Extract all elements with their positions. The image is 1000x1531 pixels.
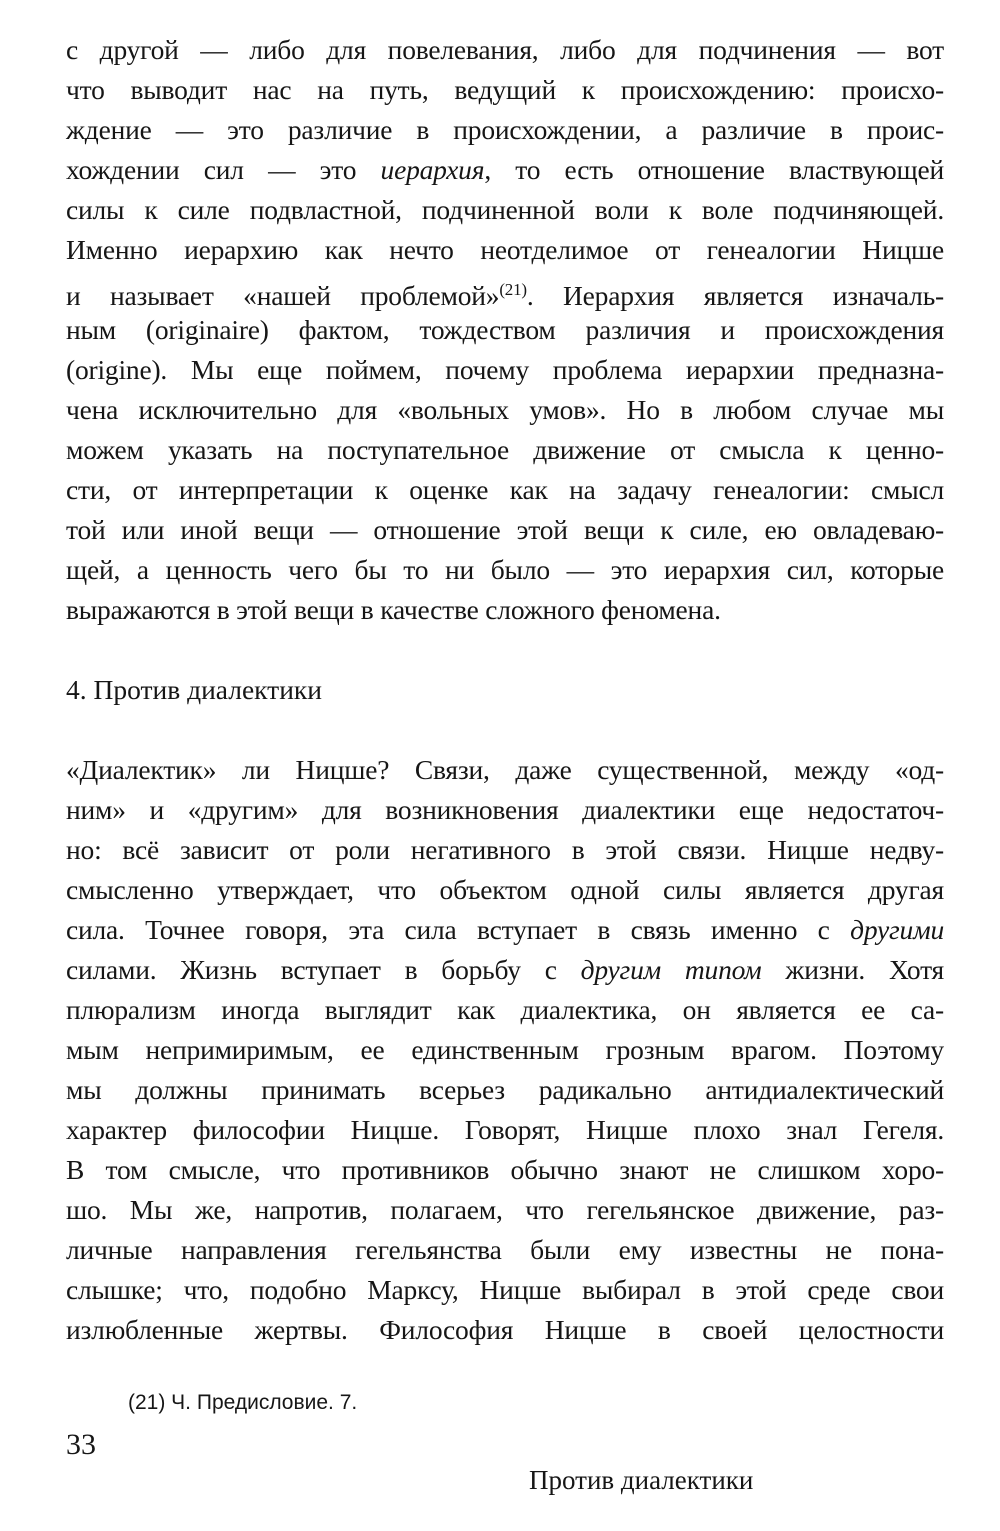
text-line: сти, от интерпретации к оценке как на задачу генеалогии: смысл (66, 474, 944, 505)
emphasis-other-type: другим типом (580, 954, 762, 985)
text-line: ним» и «другим» для возникновения диалектики еще недостаточ- (66, 794, 944, 825)
footnote-reference[interactable]: (21) (499, 280, 527, 299)
text-line: смысленно утверждает, что объектом одной силы является другая (66, 874, 944, 905)
footnote: (21) Ч. Предисловие. 7. (128, 1391, 358, 1414)
text-line: мы должны принимать всерьез радикально антидиалектический (66, 1074, 944, 1105)
text-line: плюрализм иногда выглядит как диалектика, он является ее са- (66, 994, 944, 1025)
text-segment: хождении сил — это (66, 154, 381, 185)
text-segment: жизни. Хотя (761, 954, 945, 985)
text-line: слышке; что, подобно Марксу, Ницше выбирал в этой среде свои (66, 1274, 944, 1305)
emphasis-others: другими (850, 914, 944, 945)
text-segment: сила. Точнее говоря, эта сила вступает в связь именно с (66, 914, 851, 945)
section-heading: 4. Против диалектики (66, 674, 322, 705)
text-line: щей, а ценность чего бы то ни было — это иерархия сил, которые (66, 554, 944, 585)
text-line: излюбленные жертвы. Философия Ницше в своей целостности (66, 1314, 944, 1345)
text-line: можем указать на поступательное движение от смысла к ценно- (66, 434, 944, 465)
emphasis-hierarchy: иерархия (380, 154, 485, 185)
running-footer: Против диалектики (529, 1465, 754, 1495)
text-line: ным (originaire) фактом, тождеством различия и происхождения (66, 314, 944, 345)
text-line (66, 150, 944, 190)
text-line: ждение — это различие в происхождении, а различие в проис- (66, 114, 944, 145)
text-segment: , то есть отношение властвующей (484, 154, 944, 185)
text-line: чена исключительно для «вольных умов». Но в любом случае мы (66, 394, 944, 425)
text-segment: и называет «нашей проблемой» (66, 280, 500, 312)
text-line: мым непримиримым, ее единственным грозным врагом. Поэтому (66, 1034, 944, 1065)
text-line: но: всё зависит от роли негативного в этой связи. Ницше недву- (66, 834, 944, 865)
text-line: шо. Мы же, напротив, полагаем, что гегельянское движение, раз- (66, 1194, 944, 1225)
text-line: личные направления гегельянства были ему известны не пона- (66, 1234, 944, 1265)
text-line: силы к силе подвластной, подчиненной воли к воле подчиняющей. (66, 194, 944, 225)
text-line: В том смысле, что противников обычно знают не слишком хоро- (66, 1154, 944, 1185)
text-line (66, 950, 944, 990)
text-line: Именно иерархию как нечто неотделимое от генеалогии Ницше (66, 234, 944, 265)
page-number: 33 (66, 1428, 96, 1461)
text-line: «Диалектик» ли Ницше? Связи, даже существенной, между «од- (66, 754, 944, 785)
text-line: выражаются в этой вещи в качестве сложного феномена. (66, 594, 721, 625)
text-segment: . Иерархия является изначаль- (526, 280, 944, 312)
text-line (66, 910, 944, 950)
text-line: с другой — либо для повелевания, либо для подчинения — вот (66, 34, 944, 65)
text-line: (origine). Мы еще поймем, почему проблема иерархии предназна- (66, 354, 944, 385)
text-segment: силами. Жизнь вступает в борьбу с (66, 954, 581, 985)
text-line: той или иной вещи — отношение этой вещи к силе, ею овладеваю- (66, 514, 944, 545)
text-line: что выводит нас на путь, ведущий к происхождению: происхо- (66, 74, 944, 105)
text-line: характер философии Ницше. Говорят, Ницше плохо знал Гегеля. (66, 1114, 944, 1145)
